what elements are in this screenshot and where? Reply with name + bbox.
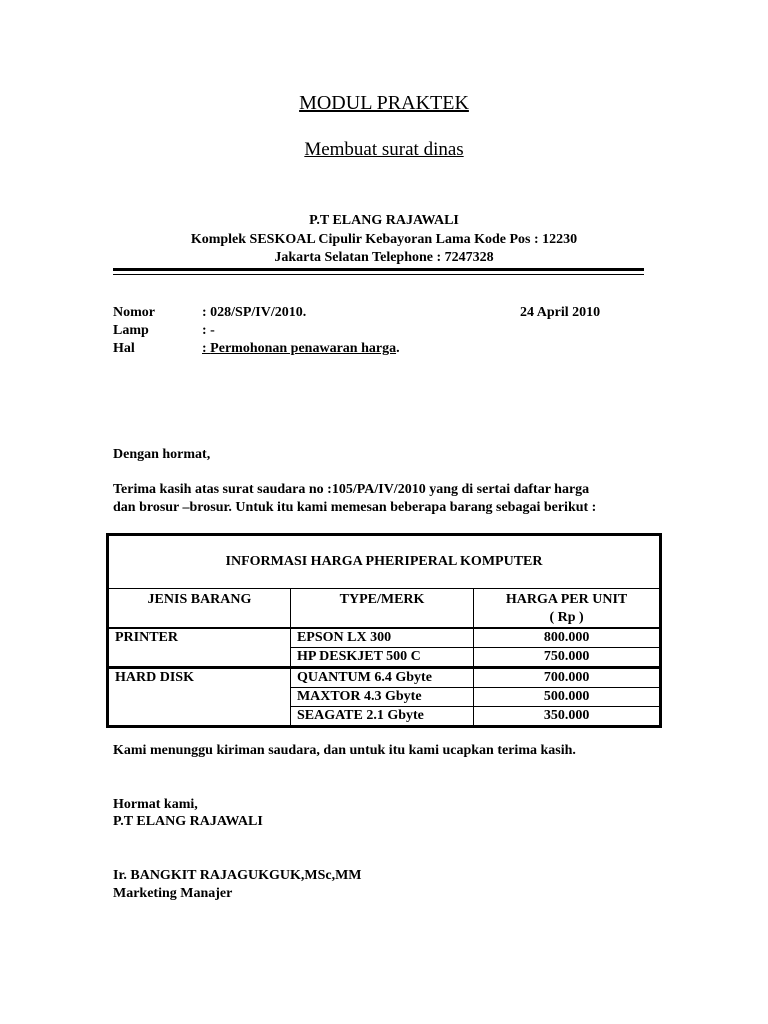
- item-type: QUANTUM 6.4 Gbyte: [290, 668, 473, 688]
- hal-value: : Permohonan penawaran harga: [202, 341, 397, 356]
- letter-date: 24 April 2010: [520, 305, 601, 320]
- paragraph-2: Kami menunggu kiriman saudara, dan untuk itu kami ucapkan terima kasih.: [113, 743, 576, 758]
- header-harga: HARGA PER UNIT ( Rp ): [474, 589, 661, 629]
- item-type: HP DESKJET 500 C: [290, 648, 473, 668]
- signer-name: Ir. BANGKIT RAJAGUKGUK,MSc,MM: [113, 868, 362, 883]
- company-name: P.T ELANG RAJAWALI: [309, 213, 459, 228]
- closing-regards: Hormat kami,: [113, 797, 198, 812]
- price-table-caption: INFORMASI HARGA PHERIPERAL KOMPUTER: [108, 535, 661, 589]
- group-hard-disk: HARD DISK: [115, 670, 194, 685]
- item-price: 500.000: [474, 688, 661, 707]
- closing-company: P.T ELANG RAJAWALI: [113, 814, 263, 829]
- table-row: [108, 668, 661, 688]
- letterhead-rule-thick: [113, 268, 644, 271]
- item-price: 750.000: [474, 648, 661, 668]
- module-subtitle: Membuat surat dinas: [304, 139, 464, 160]
- paragraph-1-line-1: Terima kasih atas surat saudara no :105/PA/IV/2010 yang di sertai daftar harga: [113, 482, 590, 497]
- price-table-header: [108, 589, 661, 629]
- paragraph-1-line-2: dan brosur –brosur. Untuk itu kami memesan beberapa barang sebagai berikut :: [113, 500, 597, 515]
- item-type: EPSON LX 300: [290, 628, 473, 648]
- item-price: 350.000: [474, 707, 661, 727]
- hal-label: Hal: [113, 341, 135, 356]
- item-price: 800.000: [474, 628, 661, 648]
- item-type: MAXTOR 4.3 Gbyte: [290, 688, 473, 707]
- table-row: [108, 628, 661, 648]
- hal-row: [202, 339, 400, 358]
- price-table: [106, 533, 662, 728]
- lamp-label: Lamp: [113, 323, 149, 338]
- nomor-value: : 028/SP/IV/2010.: [202, 305, 307, 320]
- lamp-value: : -: [202, 323, 215, 338]
- signer-title: Marketing Manajer: [113, 886, 233, 901]
- item-price: 700.000: [474, 668, 661, 688]
- hal-period: .: [396, 341, 400, 356]
- group-printer: PRINTER: [108, 628, 291, 668]
- item-type: SEAGATE 2.1 Gbyte: [290, 707, 473, 727]
- salutation: Dengan hormat,: [113, 447, 211, 462]
- module-title: MODUL PRAKTEK: [299, 92, 469, 114]
- header-jenis: JENIS BARANG: [108, 589, 291, 629]
- company-city-phone: Jakarta Selatan Telephone : 7247328: [274, 250, 494, 265]
- nomor-label: Nomor: [113, 305, 155, 320]
- header-type: TYPE/MERK: [290, 589, 473, 629]
- company-address: Komplek SESKOAL Cipulir Kebayoran Lama Kode Pos : 12230: [190, 232, 578, 247]
- letterhead-rule-thin: [113, 274, 644, 275]
